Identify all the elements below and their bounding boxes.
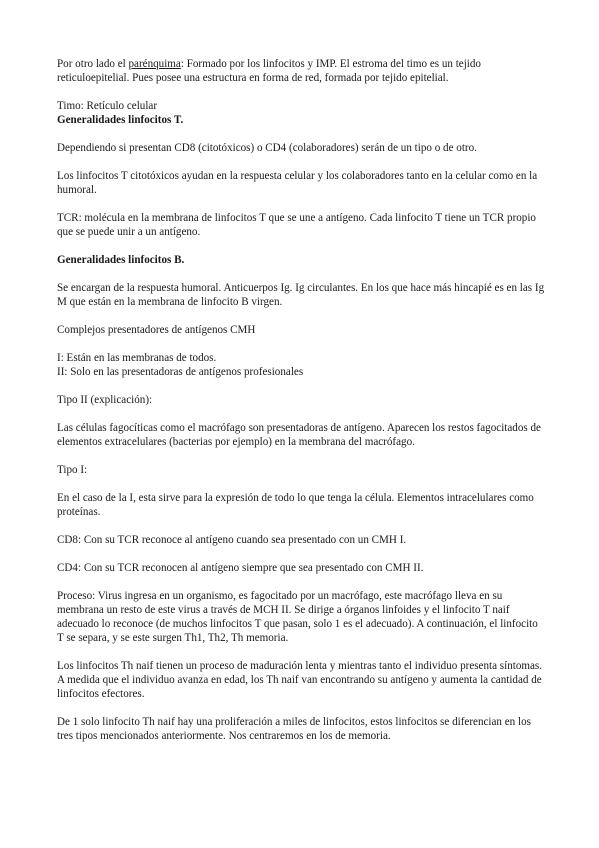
- paragraph-th-naif: Los linfocitos Th naif tienen un proceso de maduración lenta y mientras tanto el individuo presenta síntomas. A medida que el individuo avanza en edad, los Th naif van encontrando su antígeno y aumenta la cantidad de linfocitos efectores.: [57, 660, 543, 700]
- paragraph-proliferacion: De 1 solo linfocito Th naif hay una proliferación a miles de linfocitos, estos linfocitos se diferencian en los tres tipos mencionados anteriormente. Nos centraremos en los de memoria.: [57, 716, 531, 742]
- intro-paragraph: [57, 57, 545, 85]
- parenquima-term: parénquima: [128, 58, 181, 70]
- timo-line: Timo: Retículo celular: [57, 100, 158, 112]
- paragraph-cd8-cd4: Dependiendo si presentan CD8 (citotóxicos) o CD4 (colaboradores) serán de un tipo o de otro.: [57, 142, 477, 154]
- paragraph-cd4: CD4: Con su TCR reconocen al antígeno siempre que sea presentado con CMH II.: [57, 562, 424, 574]
- cmh-i-item: I: Están en las membranas de todos.: [57, 352, 217, 364]
- document-page: [57, 57, 545, 757]
- paragraph-citotoxicos: Los linfocitos T citotóxicos ayudan en la respuesta celular y los colaboradores tanto en la celular como en la humoral.: [57, 170, 538, 196]
- intro-suffix: : Formado por los linfocitos y IMP. El estroma del timo es un tejido reticuloepitelial. Pues posee una estructura en forma de red, formada por tejido epitelial.: [57, 58, 481, 84]
- paragraph-cmh: Complejos presentadores de antígenos CMH: [57, 324, 256, 336]
- cmh-list: [57, 351, 545, 379]
- paragraph-fagociticas: Las células fagocíticas como el macrófago son presentadoras de antígeno. Aparecen los restos fagocitados de elementos extracelulares (bacterias por ejemplo) en la membrana del macrófago.: [57, 422, 541, 448]
- paragraph-caso-i: En el caso de la I, esta sirve para la expresión de todo lo que tenga la célula. Elementos intracelulares como proteínas.: [57, 492, 534, 518]
- heading-linfocitos-b: Generalidades linfocitos B.: [57, 254, 185, 266]
- heading-linfocitos-t: Generalidades linfocitos T.: [57, 114, 184, 126]
- paragraph-proceso: Proceso: Virus ingresa en un organismo, es fagocitado por un macrófago, este macrófago lleva en su membrana un resto de este virus a través de MCH II. Se dirige a órganos linfoides y el linfocito T naif adecuado lo reconoce (de muchos linfocitos T que pasan, solo 1 es el adecuado). A continuación, el linfocito T se separa, y se este surgen Th1, Th2, Th memoria.: [57, 590, 538, 644]
- paragraph-humoral: Se encargan de la respuesta humoral. Anticuerpos Ig. Ig circulantes. En los que hace más hincapié es en las Ig M que están en la membrana de linfocito B virgen.: [57, 282, 545, 308]
- paragraph-tcr: TCR: molécula en la membrana de linfocitos T que se une a antígeno. Cada linfocito T tiene un TCR propio que se puede unir a un antígeno.: [57, 212, 536, 238]
- tipo-ii-title: Tipo II (explicación):: [57, 394, 153, 406]
- tipo-i-title: Tipo I:: [57, 464, 88, 476]
- intro-prefix: Por otro lado el: [57, 58, 129, 70]
- paragraph-cd8: CD8: Con su TCR reconoce al antígeno cuando sea presentado con un CMH I.: [57, 534, 407, 546]
- cmh-ii-item: II: Solo en las presentadoras de antígenos profesionales: [57, 366, 304, 378]
